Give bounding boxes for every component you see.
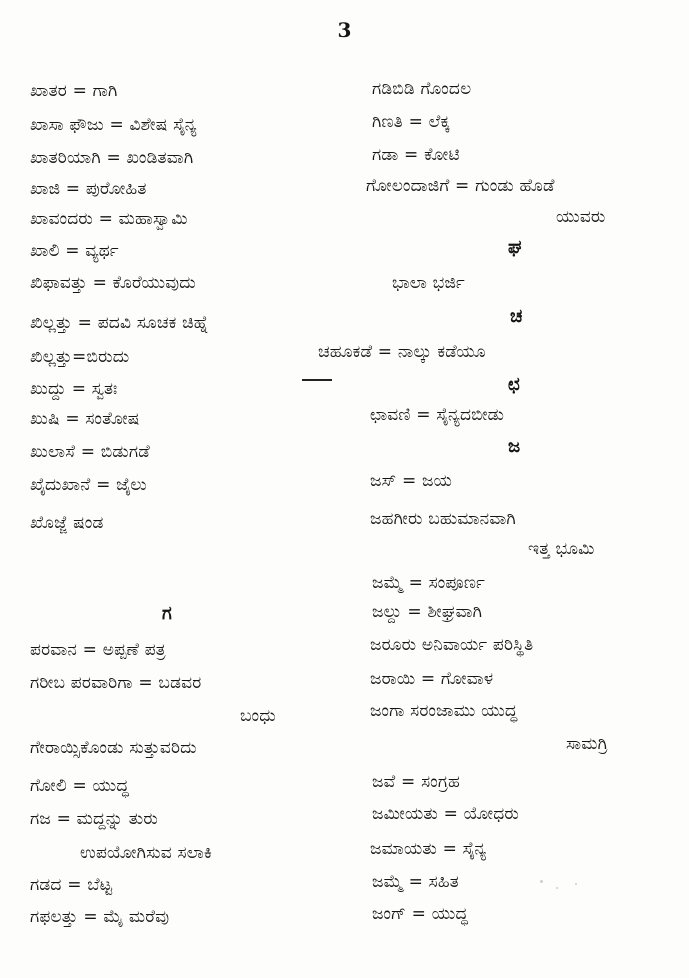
glossary-entry: ಜಮ್ಮೆ = ಸಹಿತ	[372, 872, 459, 892]
scan-speck	[575, 883, 577, 885]
glossary-entry: ಗರೀಬ ಪರವಾರಿಗಾ = ಬಡವರ	[30, 673, 202, 693]
glossary-entry: ಖಿಲ್ಲತ್ತು = ಪದವಿ ಸೂಚಕ ಚಿಹ್ನೆ	[30, 313, 209, 333]
glossary-entry: ಖಿಫಾವತ್ತು = ಕೊರೆಯುವುದು	[30, 273, 196, 293]
section-heading: ಛ	[508, 374, 520, 395]
glossary-entry: ಚಹೂಕಡೆ = ನಾಲ್ಕು ಕಡೆಯೂ	[318, 342, 486, 362]
glossary-entry: ಜವೆ = ಸಂಗ್ರಹ	[372, 772, 460, 792]
glossary-entry: ಖುಲಾಸೆ = ಬಿಡುಗಡೆ	[30, 442, 150, 462]
right-column	[318, 0, 689, 978]
glossary-entry: ಗಿಣತಿ = ಲೆಕ್ಕ	[372, 112, 450, 132]
glossary-entry: ಗೋಲಿ = ಯುದ್ಧ	[30, 776, 129, 796]
glossary-continuation: ಬಂಧು	[240, 706, 276, 726]
section-heading: ಗ	[162, 603, 172, 624]
glossary-entry: ಜಂಗ್ = ಯುದ್ಧ	[372, 904, 469, 924]
glossary-entry: ಖಾಲಿ = ವ್ಯರ್ಥ	[30, 241, 119, 261]
scan-speck	[556, 887, 558, 889]
glossary-entry: ಜಮೀಯತು = ಯೋಧರು	[372, 804, 520, 824]
section-heading: ಘ	[508, 237, 522, 258]
glossary-entry: ಖಾಜಿ = ಪುರೋಹಿತ	[30, 179, 147, 199]
glossary-entry: ಜರಾಯಿ = ಗೋವಾಳ	[370, 669, 494, 689]
glossary-entry: ಗಫಲತ್ತು = ಮೈ ಮರೆವು	[30, 907, 170, 927]
glossary-entry: ಖುಷಿ = ಸಂತೋಷ	[30, 409, 140, 429]
left-column	[0, 0, 340, 978]
glossary-continuation: ಸಾಮಗ್ರಿ	[566, 734, 608, 754]
glossary-continuation: ಯುವರು	[556, 207, 606, 227]
glossary-entry: ಖುದ್ದು = ಸ್ವತಃ	[30, 379, 118, 399]
glossary-entry: ಗಡಿಬಿಡಿ ಗೊಂದಲ	[372, 79, 472, 99]
glossary-entry: ಜಂಗಾ ಸರಂಜಾಮು ಯುದ್ಧ	[370, 701, 518, 721]
section-heading: ಜ	[508, 436, 521, 457]
glossary-continuation: ಇತ್ತ ಭೂಮಿ	[528, 539, 595, 559]
glossary-entry: ಭಾಲಾ ಭರ್ಜಿ	[392, 273, 465, 293]
scan-speck	[540, 880, 543, 883]
page-number: 3	[337, 18, 352, 42]
glossary-entry: ಛಾವಣಿ = ಸೈನ್ಯದಬೀಡು	[370, 405, 505, 425]
glossary-continuation: ಉಪಯೋಗಿಸುವ ಸಲಾಕಿ	[80, 843, 213, 863]
glossary-entry: ಖಾಸಾ ಫೌಜು = ವಿಶೇಷ ಸೈನ್ಯ	[30, 115, 197, 135]
glossary-entry: ಖೊಜ್ಜೆ ಷಂಡ	[30, 513, 104, 533]
glossary-entry: ಜಸ್ = ಜಯ	[370, 471, 453, 491]
glossary-entry: ಖಾತರ = ಗಾಗಿ	[30, 81, 118, 101]
dash-mark	[302, 379, 332, 381]
glossary-entry: ಪರವಾನ = ಅಪ್ಪಣೆ ಪತ್ರ	[30, 640, 166, 660]
glossary-entry: ಜಮ್ಮೆ = ಸಂಪೂರ್ಣ	[372, 573, 485, 593]
glossary-entry: ಜಹಗೀರು ಬಹುಮಾನವಾಗಿ	[370, 509, 516, 529]
glossary-entry: ಗಡಾ = ಕೋಟಿ	[372, 145, 460, 165]
glossary-entry: ಗಜ = ಮದ್ದನ್ನು ತುರು	[30, 809, 158, 829]
glossary-entry: ಖಿಲ್ಲತ್ತು=ಬಿರುದು	[30, 347, 130, 367]
glossary-entry: ಜಮಾಯತು = ಸೈನ್ಯ	[370, 839, 487, 859]
glossary-entry: ಖಾತರಿಯಾಗಿ = ಖಂಡಿತವಾಗಿ	[30, 148, 194, 168]
glossary-entry: ಜರೂರು ಅನಿವಾರ್ಯ ಪರಿಸ್ಥಿತಿ	[370, 635, 534, 655]
glossary-entry: ಗೋಲಂದಾಜಿಗೆ = ಗುಂಡು ಹೊಡೆ	[366, 176, 555, 196]
glossary-entry: ಗೇರಾಯ್ಸಿಕೊಂಡು ಸುತ್ತುವರಿದು	[30, 738, 197, 758]
glossary-entry: ಖೈದುಖಾನೆ = ಜೈಲು	[30, 475, 147, 495]
section-heading: ಚ	[510, 306, 523, 327]
glossary-entry: ಗಡದ = ಬೆಟ್ಟ	[30, 875, 113, 895]
glossary-entry: ಜಲ್ದು = ಶೀಘ್ರವಾಗಿ	[372, 602, 483, 622]
glossary-entry: ಖಾವಂದರು = ಮಹಾಸ್ವಾಮಿ	[30, 209, 188, 229]
